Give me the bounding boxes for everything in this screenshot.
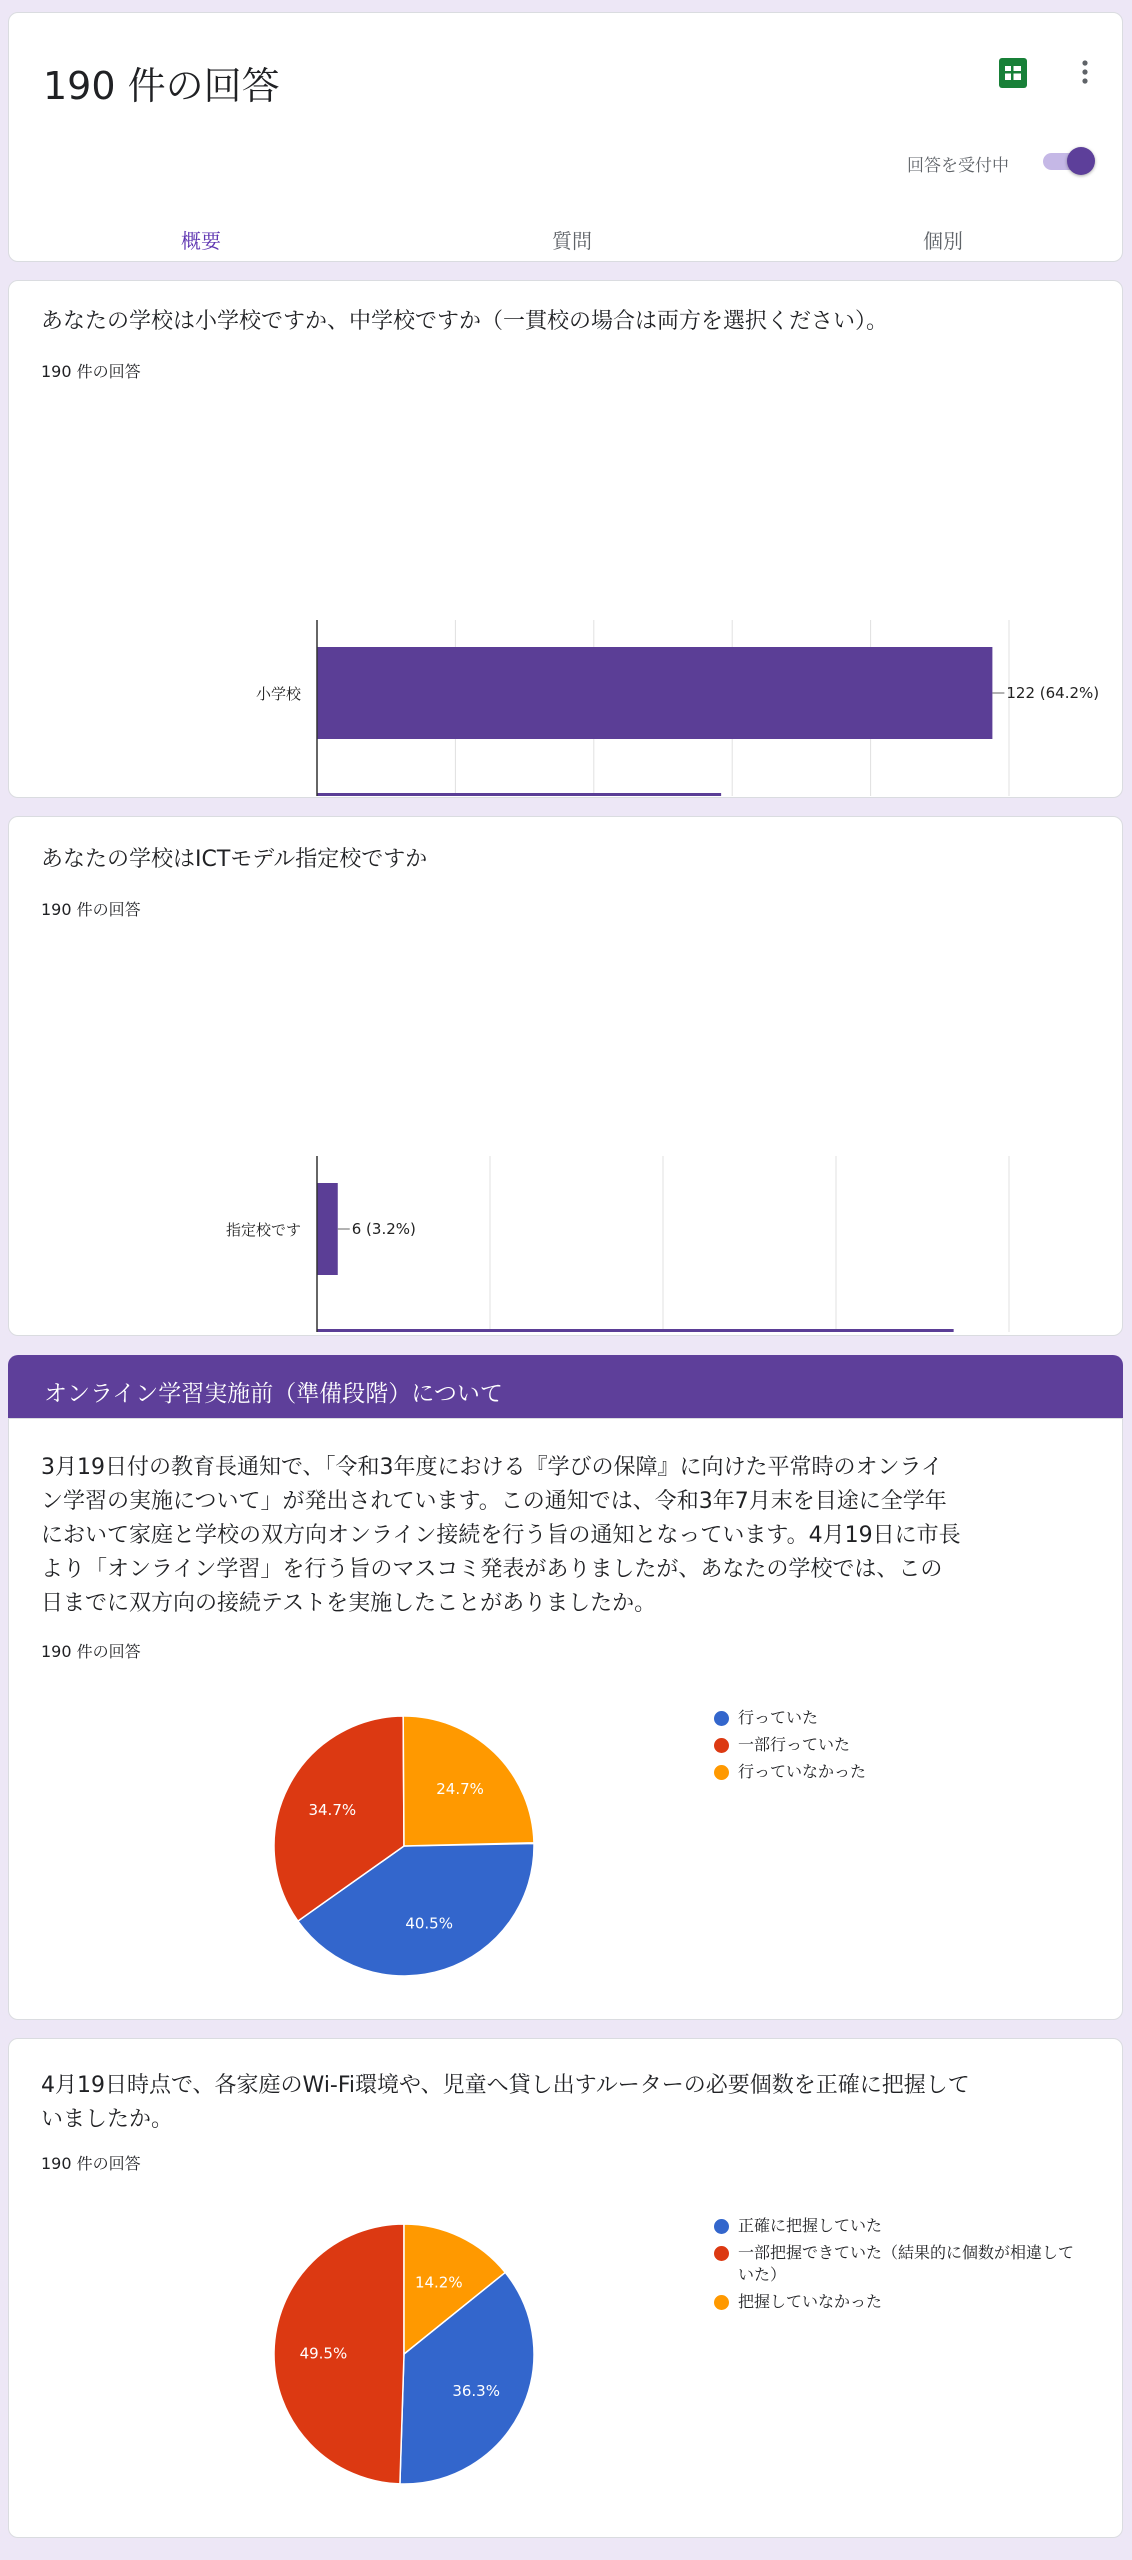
tab-individual[interactable]: 個別: [923, 229, 963, 253]
legend-item: [714, 1707, 1094, 1729]
question-title: あなたの学校はICTモデル指定校ですか: [41, 847, 428, 872]
data-label: 6 (3.2%): [351, 1220, 416, 1238]
slice-label: 49.5%: [299, 2344, 348, 2363]
legend-label: 一部行っていた: [738, 1735, 851, 1754]
question-title-line: 3月19日付の教育長通知で、「令和3年度における『学びの保障』に向けた平常時のオンライ: [41, 1455, 943, 1480]
pie-chart-connection-test: [9, 1681, 669, 2011]
legend-label: 正確に把握していた: [738, 2216, 883, 2235]
category-label: 小学校: [255, 685, 301, 703]
question-card-ict-model: [8, 816, 1123, 1336]
bar-chart-school-type: [9, 356, 1123, 796]
question-title-line: いましたか。: [41, 2107, 174, 2132]
legend-dot-icon: [714, 2246, 729, 2261]
question-title-line: より「オンライン学習」を行う旨のマスコミ発表がありましたが、あなたの学校では、この: [41, 1557, 943, 1582]
section-header: オンライン学習実施前（準備段階）について: [8, 1355, 1123, 1425]
page-title: 190 件の回答: [43, 64, 280, 108]
legend-dot-icon: [714, 1711, 729, 1726]
chart-legend: [714, 1707, 1094, 1788]
question-title-line: ン学習の実施について」が発出されています。この通知では、令和3年7月末を目途に全学年: [41, 1489, 947, 1514]
tab-summary[interactable]: 概要: [181, 229, 221, 253]
response-count: 190 件の回答: [41, 1642, 141, 1661]
bar: [317, 793, 721, 796]
response-count: 190 件の回答: [41, 362, 141, 381]
bar-chart-ict-model: [9, 892, 1123, 1332]
legend-label: 把握していなかった: [738, 2292, 883, 2311]
legend-item: [714, 2242, 1074, 2286]
response-count: 190 件の回答: [41, 900, 141, 919]
question-title-line: 日までに双方向の接続テストを実施したことがありましたか。: [41, 1591, 657, 1616]
question-title-line: 4月19日時点で、各家庭のWi-Fi環境や、児童へ貸し出すルーターの必要個数を正確に把握して: [41, 2073, 970, 2098]
bar: [317, 647, 992, 739]
accepting-responses-toggle[interactable]: [1039, 145, 1097, 177]
data-label: 122 (64.2%): [1006, 684, 1100, 702]
tab-questions[interactable]: 質問: [552, 229, 592, 253]
legend-dot-icon: [714, 2295, 729, 2310]
legend-item: [714, 2291, 1074, 2313]
legend-label: 行っていなかった: [738, 1762, 867, 1781]
category-label: 指定校です: [225, 1221, 301, 1239]
bar: [317, 1329, 954, 1332]
legend-dot-icon: [714, 2219, 729, 2234]
slice-label: 14.2%: [414, 2273, 463, 2292]
accepting-responses-label: 回答を受付中: [907, 156, 1009, 176]
question-card-connection-test: [8, 1418, 1123, 2020]
summary-header-card: [8, 12, 1123, 262]
question-card-wifi-status: [8, 2038, 1123, 2538]
legend-item: [714, 2215, 1074, 2237]
legend-label: 一部把握できていた（結果的に個数が相違していた）: [738, 2243, 1075, 2284]
question-title: あなたの学校は小学校ですか、中学校ですか（一貫校の場合は両方を選択ください）。: [41, 309, 889, 334]
question-title: [41, 1451, 961, 1621]
chart-legend: [714, 2215, 1074, 2318]
toggle-knob: [1067, 147, 1095, 175]
sheets-icon[interactable]: [997, 57, 1029, 89]
question-title-line: において家庭と学校の双方向オンライン接続を行う旨の通知となっています。4月19日に市長: [41, 1523, 961, 1548]
legend-dot-icon: [714, 1765, 729, 1780]
response-count: 190 件の回答: [41, 2154, 141, 2173]
slice-label: 36.3%: [452, 2381, 500, 2400]
slice-label: 40.5%: [405, 1914, 453, 1933]
slice-label: 34.7%: [308, 1801, 357, 1820]
question-card-school-type: [8, 280, 1123, 798]
legend-item: [714, 1734, 1094, 1756]
question-title: [41, 2069, 970, 2137]
legend-dot-icon: [714, 1738, 729, 1753]
legend-label: 行っていた: [738, 1708, 819, 1727]
bar: [317, 1183, 338, 1275]
legend-item: [714, 1761, 1094, 1783]
slice-label: 24.7%: [436, 1780, 484, 1799]
more-options-icon[interactable]: [1077, 57, 1093, 89]
pie-chart-wifi-status: [9, 2189, 669, 2519]
